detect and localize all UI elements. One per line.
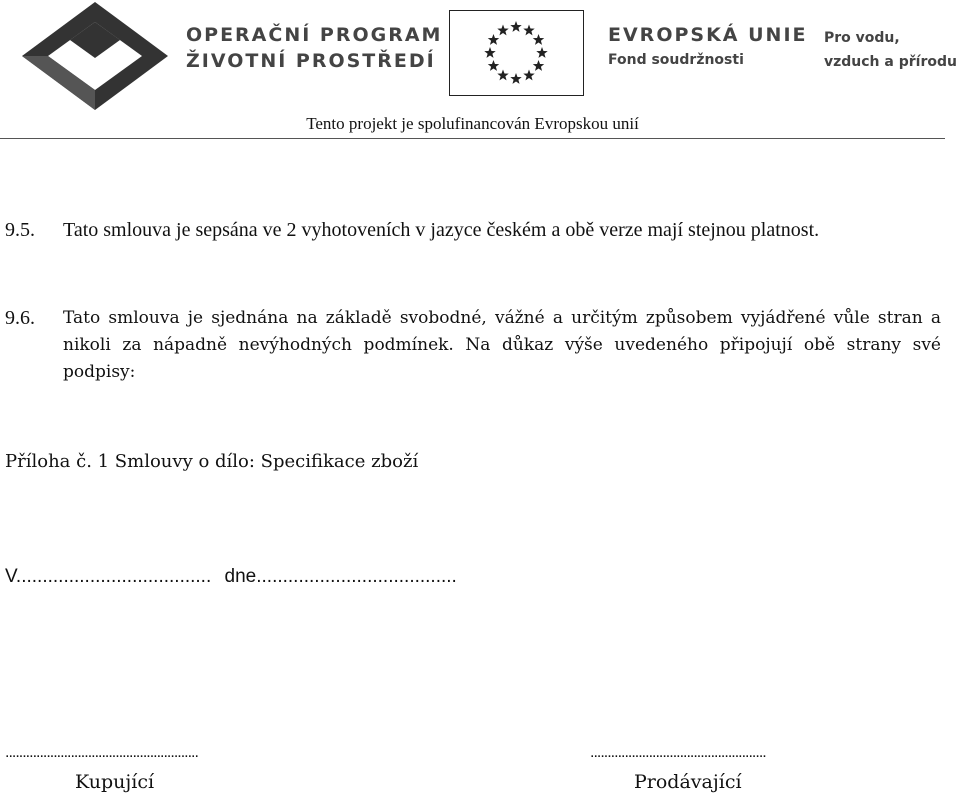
place-date-line [5,566,465,588]
eu-star-icon [510,73,521,84]
programme-line-1: OPERAČNÍ PROGRAM [186,24,443,46]
seller-label: Prodávající [634,771,742,793]
eu-title: EVROPSKÁ UNIE [608,24,808,46]
eu-fund: Fond soudržnosti [608,52,744,68]
buyer-label: Kupující [75,771,155,793]
slogan-line-1: Pro vodu, [824,30,900,46]
eu-star-icon [533,34,544,45]
operational-programme-logo-icon [20,0,170,112]
programme-line-2: ŽIVOTNÍ PROSTŘEDÍ [186,50,436,72]
eu-star-icon [523,70,534,81]
clause-text: Tato smlouva je sepsána ve 2 vyhotoveních v jazyce českém a obě verze mají stejnou platnost. [63,219,820,241]
appendix-reference: Příloha č. 1 Smlouvy o dílo: Specifikace zboží [5,451,419,472]
eu-star-icon [488,60,499,71]
document-header [0,0,960,140]
clause-text: Tato smlouva je sjednána na základě svobodné, vážné a určitým způsobem vyjádřené vůle stran a nikoli za nápadně nevýhodných podmínek. Na důkaz výše uvedeného připojují obě strany své podpisy: [63,308,941,382]
eu-star-icon [488,34,499,45]
seller-signature-line: ................................................... [590,744,766,761]
clause-number: 9.6. [5,307,35,329]
buyer-signature-line: ........................................................ [5,744,198,761]
header-divider [0,138,945,139]
eu-star-icon [510,21,521,32]
clause-number: 9.5. [5,219,35,241]
eu-star-icon [497,24,508,35]
programme-name [186,22,442,74]
slogan [824,26,957,74]
eu-flag-icon [449,10,584,96]
eu-star-icon [523,24,534,35]
eu-star-icon [484,47,495,58]
eu-star-icon [533,60,544,71]
clause-9-5 [5,217,941,244]
cofinancing-note: Tento projekt je spolufinancován Evropskou unií [306,114,639,133]
eu-label [608,22,808,72]
place-field: V..................................... [5,566,212,587]
eu-star-icon [536,47,547,58]
clause-9-6 [5,305,941,386]
eu-star-icon [497,70,508,81]
slogan-line-2: vzduch a přírodu [824,54,957,70]
date-field: dne...................................... [224,566,457,587]
